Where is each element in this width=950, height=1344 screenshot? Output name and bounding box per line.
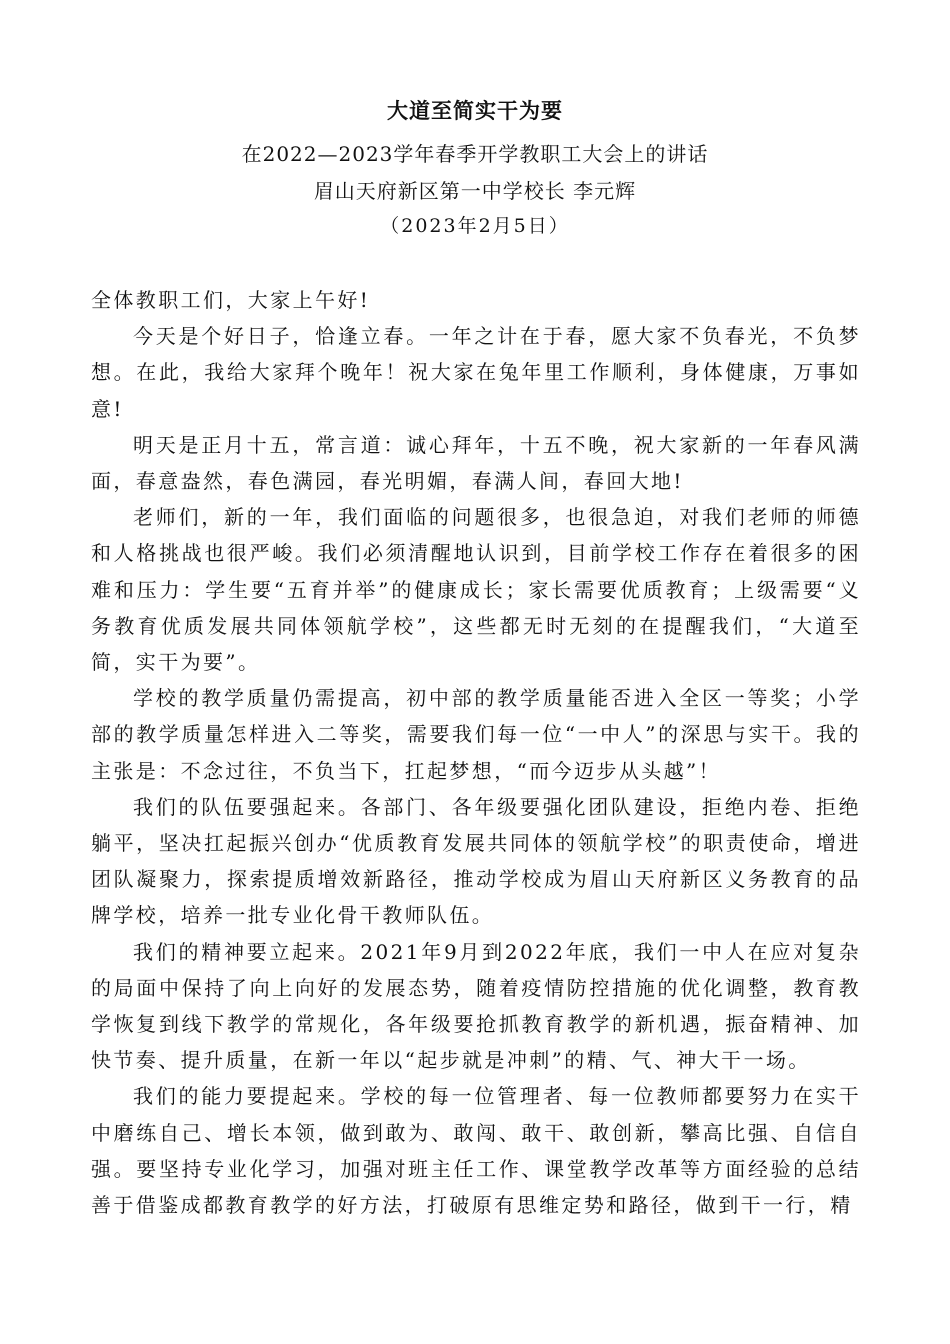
paragraph: 我们的队伍要强起来。各部门、各年级要强化团队建设，拒绝内卷、拒绝躺平，坚决扛起振兴创办“优质教育发展共同体的领航学校”的职责使命，增进团队凝聚力，探索提质增效新路径，推动学校成为眉山天府新区义务教育的品牌学校，培养一批专业化骨干教师队伍。 (91, 794, 861, 928)
document-author: 眉山天府新区第一中学校长 李元辉 (313, 179, 637, 203)
paragraph: 老师们，新的一年，我们面临的问题很多，也很急迫，对我们老师的师德和人格挑战也很严峻。我们必须清醒地认识到，目前学校工作存在着很多的困难和压力：学生要“五育并举”的健康成长；家长需要优质教育；上级需要“义务教育优质发展共同体领航学校”，这些都无时无刻的在提醒我们，“大道至简，实干为要”。 (91, 505, 861, 675)
paragraph: 明天是正月十五，常言道：诚心拜年，十五不晚，祝大家新的一年春风满面，春意盎然，春色满园，春光明媚，春满人间，春回大地! (91, 432, 861, 494)
document-title: 大道至简实干为要 (387, 98, 563, 123)
paragraph: 学校的教学质量仍需提高，初中部的教学质量能否进入全区一等奖；小学部的教学质量怎样进入二等奖，需要我们每一位“一中人”的深思与实干。我的主张是：不念过往，不负当下，扛起梦想，“而今迈步从头越”！ (91, 686, 861, 783)
salutation: 全体教职工们，大家上午好! (91, 288, 371, 312)
document-subtitle: 在2022—2023学年春季开学教职工大会上的讲话 (241, 142, 709, 166)
document-body (91, 282, 861, 1223)
document-date: （2023年2月5日） (380, 215, 570, 237)
paragraph: 我们的能力要提起来。学校的每一位管理者、每一位教师都要努力在实干中磨练自己、增长本领，做到敢为、敢闯、敢干、敢创新，攀高比强、自信自强。要坚持专业化学习，加强对班主任工作、课堂教学改革等方面经验的总结善于借鉴成都教育教学的好方法，打破原有思维定势和路径，做到干一行，精 (91, 1084, 861, 1218)
paragraph: 我们的精神要立起来。2021年9月到2022年底，我们一中人在应对复杂的局面中保持了向上向好的发展态势，随着疫情防控措施的优化调整，教育教学恢复到线下教学的常规化，各年级要抢抓教育教学的新机遇，振奋精神、加快节奏、提升质量，在新一年以“起步就是冲刺”的精、气、神大干一场。 (91, 939, 861, 1073)
paragraph: 今天是个好日子，恰逢立春。一年之计在于春，愿大家不负春光，不负梦想。在此，我给大家拜个晚年！祝大家在兔年里工作顺利，身体健康，万事如意! (91, 324, 861, 421)
